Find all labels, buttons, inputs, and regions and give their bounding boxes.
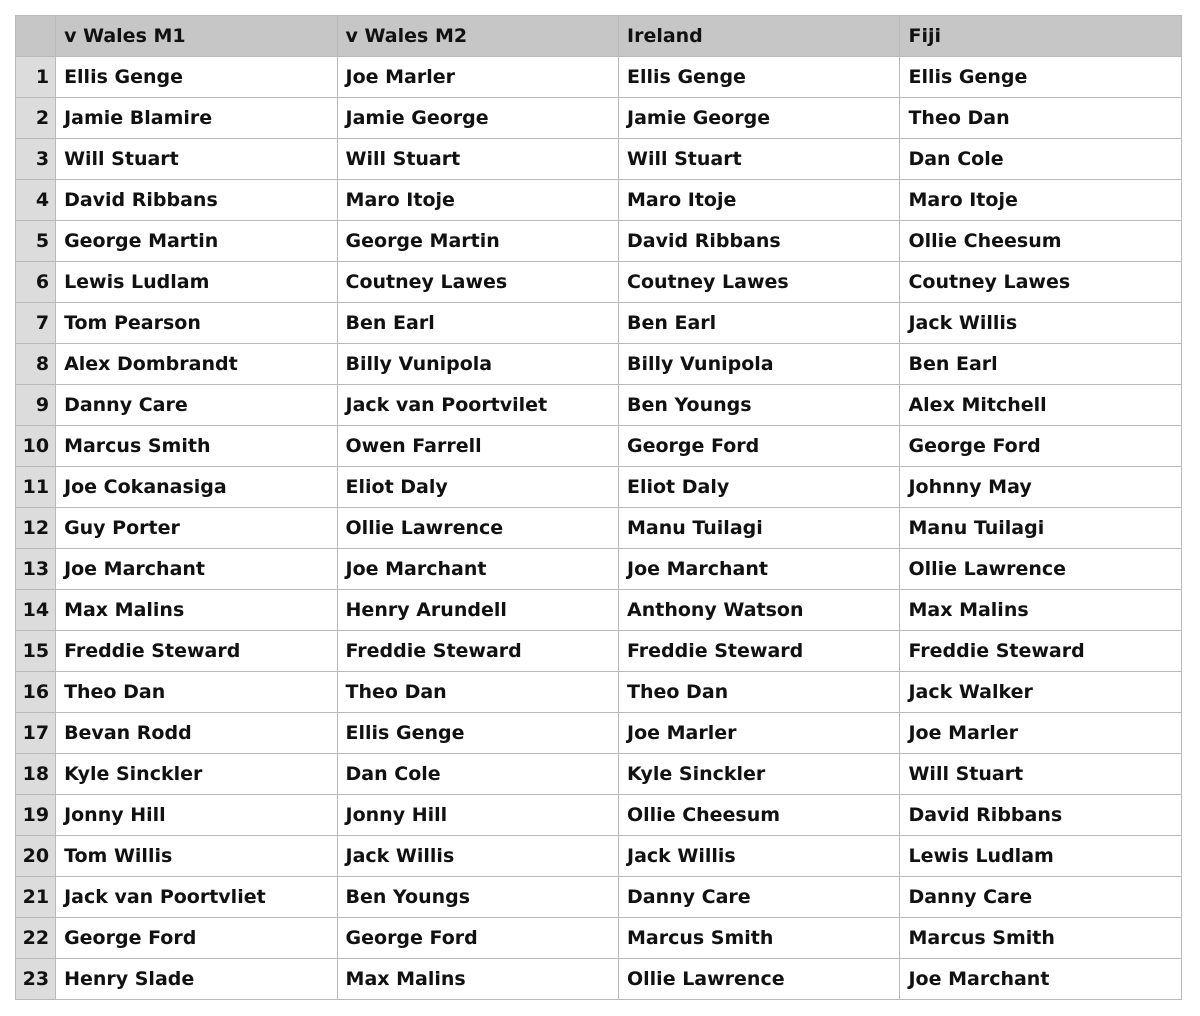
row-number: 13	[16, 549, 56, 590]
player-cell[interactable]: Dan Cole	[337, 754, 618, 795]
player-cell[interactable]: Will Stuart	[56, 139, 337, 180]
player-cell[interactable]: Ellis Genge	[900, 57, 1182, 98]
player-cell[interactable]: David Ribbans	[900, 795, 1182, 836]
row-number: 20	[16, 836, 56, 877]
player-cell[interactable]: Anthony Watson	[619, 590, 900, 631]
player-cell[interactable]: Bevan Rodd	[56, 713, 337, 754]
row-number: 16	[16, 672, 56, 713]
player-cell[interactable]: Ollie Cheesum	[619, 795, 900, 836]
player-cell[interactable]: Joe Marchant	[337, 549, 618, 590]
player-cell[interactable]: Jack Willis	[900, 303, 1182, 344]
player-cell[interactable]: Guy Porter	[56, 508, 337, 549]
player-cell[interactable]: Dan Cole	[900, 139, 1182, 180]
player-cell[interactable]: Ollie Cheesum	[900, 221, 1182, 262]
player-cell[interactable]: Henry Slade	[56, 959, 337, 1000]
player-cell[interactable]: Manu Tuilagi	[619, 508, 900, 549]
player-cell[interactable]: Manu Tuilagi	[900, 508, 1182, 549]
player-cell[interactable]: Danny Care	[56, 385, 337, 426]
player-cell[interactable]: Alex Dombrandt	[56, 344, 337, 385]
player-cell[interactable]: George Ford	[619, 426, 900, 467]
row-number: 18	[16, 754, 56, 795]
table-row	[16, 262, 1182, 303]
player-cell[interactable]: Kyle Sinckler	[619, 754, 900, 795]
player-cell[interactable]: Freddie Steward	[337, 631, 618, 672]
player-cell[interactable]: Marcus Smith	[56, 426, 337, 467]
player-cell[interactable]: Ben Youngs	[619, 385, 900, 426]
row-number: 17	[16, 713, 56, 754]
player-cell[interactable]: Lewis Ludlam	[56, 262, 337, 303]
player-cell[interactable]: Jack van Poortvliet	[56, 877, 337, 918]
player-cell[interactable]: Jonny Hill	[337, 795, 618, 836]
player-cell[interactable]: Coutney Lawes	[337, 262, 618, 303]
player-cell[interactable]: Jonny Hill	[56, 795, 337, 836]
player-cell[interactable]: Theo Dan	[337, 672, 618, 713]
player-cell[interactable]: Jack van Poortvilet	[337, 385, 618, 426]
player-cell[interactable]: Henry Arundell	[337, 590, 618, 631]
row-number: 2	[16, 98, 56, 139]
player-cell[interactable]: Jamie George	[337, 98, 618, 139]
player-cell[interactable]: Joe Cokanasiga	[56, 467, 337, 508]
table-row	[16, 221, 1182, 262]
player-cell[interactable]: Ben Youngs	[337, 877, 618, 918]
player-cell[interactable]: Jack Willis	[337, 836, 618, 877]
player-cell[interactable]: Joe Marchant	[56, 549, 337, 590]
player-cell[interactable]: Owen Farrell	[337, 426, 618, 467]
column-header-fiji[interactable]: Fiji	[900, 16, 1182, 57]
player-cell[interactable]: Jamie Blamire	[56, 98, 337, 139]
player-cell[interactable]: Tom Willis	[56, 836, 337, 877]
row-number: 11	[16, 467, 56, 508]
column-header-ireland[interactable]: Ireland	[619, 16, 900, 57]
player-cell[interactable]: Theo Dan	[900, 98, 1182, 139]
player-cell[interactable]: Marcus Smith	[619, 918, 900, 959]
player-cell[interactable]: George Martin	[337, 221, 618, 262]
player-cell[interactable]: Ben Earl	[900, 344, 1182, 385]
player-cell[interactable]: Coutney Lawes	[619, 262, 900, 303]
player-cell[interactable]: David Ribbans	[619, 221, 900, 262]
player-cell[interactable]: Max Malins	[900, 590, 1182, 631]
player-cell[interactable]: Ellis Genge	[619, 57, 900, 98]
player-cell[interactable]: Freddie Steward	[56, 631, 337, 672]
player-cell[interactable]: Johnny May	[900, 467, 1182, 508]
player-cell[interactable]: Ben Earl	[619, 303, 900, 344]
row-number: 14	[16, 590, 56, 631]
player-cell[interactable]: Ellis Genge	[337, 713, 618, 754]
player-cell[interactable]: Alex Mitchell	[900, 385, 1182, 426]
row-number: 23	[16, 959, 56, 1000]
table-row	[16, 180, 1182, 221]
player-cell[interactable]: Will Stuart	[619, 139, 900, 180]
row-number: 19	[16, 795, 56, 836]
player-cell[interactable]: Joe Marler	[900, 713, 1182, 754]
player-cell[interactable]: Danny Care	[900, 877, 1182, 918]
player-cell[interactable]: Max Malins	[56, 590, 337, 631]
player-cell[interactable]: Billy Vunipola	[619, 344, 900, 385]
table-row	[16, 713, 1182, 754]
player-cell[interactable]: Will Stuart	[900, 754, 1182, 795]
squad-table	[15, 15, 1182, 1000]
player-cell[interactable]: Jamie George	[619, 98, 900, 139]
table-row	[16, 57, 1182, 98]
player-cell[interactable]: David Ribbans	[56, 180, 337, 221]
row-number: 9	[16, 385, 56, 426]
player-cell[interactable]: Joe Marchant	[900, 959, 1182, 1000]
table-row	[16, 631, 1182, 672]
table-row	[16, 836, 1182, 877]
table-row	[16, 508, 1182, 549]
table-row	[16, 303, 1182, 344]
row-number: 22	[16, 918, 56, 959]
player-cell[interactable]: Ollie Lawrence	[337, 508, 618, 549]
player-cell[interactable]: Ollie Lawrence	[900, 549, 1182, 590]
row-number: 8	[16, 344, 56, 385]
player-cell[interactable]: George Martin	[56, 221, 337, 262]
row-number: 15	[16, 631, 56, 672]
player-cell[interactable]: Billy Vunipola	[337, 344, 618, 385]
row-number: 6	[16, 262, 56, 303]
corner-cell	[16, 16, 56, 57]
player-cell[interactable]: Joe Marchant	[619, 549, 900, 590]
row-number: 7	[16, 303, 56, 344]
row-number: 10	[16, 426, 56, 467]
player-cell[interactable]: Coutney Lawes	[900, 262, 1182, 303]
player-cell[interactable]: Ollie Lawrence	[619, 959, 900, 1000]
row-number: 1	[16, 57, 56, 98]
table-row	[16, 139, 1182, 180]
row-number: 4	[16, 180, 56, 221]
player-cell[interactable]: Theo Dan	[56, 672, 337, 713]
player-cell[interactable]: Maro Itoje	[337, 180, 618, 221]
table-row	[16, 385, 1182, 426]
table-row	[16, 672, 1182, 713]
table-row	[16, 795, 1182, 836]
player-cell[interactable]: George Ford	[337, 918, 618, 959]
player-cell[interactable]: Max Malins	[337, 959, 618, 1000]
player-cell[interactable]: Will Stuart	[337, 139, 618, 180]
table-body	[16, 57, 1182, 1000]
header-row	[16, 16, 1182, 57]
row-number: 5	[16, 221, 56, 262]
player-cell[interactable]: Lewis Ludlam	[900, 836, 1182, 877]
table-row	[16, 549, 1182, 590]
player-cell[interactable]: George Ford	[900, 426, 1182, 467]
table-row	[16, 877, 1182, 918]
player-cell[interactable]: Kyle Sinckler	[56, 754, 337, 795]
table-row	[16, 467, 1182, 508]
table-row	[16, 590, 1182, 631]
row-number: 3	[16, 139, 56, 180]
column-header-wales-m2[interactable]: v Wales M2	[337, 16, 618, 57]
player-cell[interactable]: Joe Marler	[337, 57, 618, 98]
player-cell[interactable]: George Ford	[56, 918, 337, 959]
player-cell[interactable]: Ben Earl	[337, 303, 618, 344]
player-cell[interactable]: Eliot Daly	[619, 467, 900, 508]
player-cell[interactable]: Ellis Genge	[56, 57, 337, 98]
table-row	[16, 918, 1182, 959]
player-cell[interactable]: Theo Dan	[619, 672, 900, 713]
player-cell[interactable]: Jack Willis	[619, 836, 900, 877]
player-cell[interactable]: Joe Marler	[619, 713, 900, 754]
table-row	[16, 426, 1182, 467]
player-cell[interactable]: Tom Pearson	[56, 303, 337, 344]
table-row	[16, 344, 1182, 385]
table-row	[16, 98, 1182, 139]
player-cell[interactable]: Marcus Smith	[900, 918, 1182, 959]
player-cell[interactable]: Eliot Daly	[337, 467, 618, 508]
row-number: 12	[16, 508, 56, 549]
player-cell[interactable]: Danny Care	[619, 877, 900, 918]
table-row	[16, 959, 1182, 1000]
player-cell[interactable]: Freddie Steward	[619, 631, 900, 672]
row-number: 21	[16, 877, 56, 918]
player-cell[interactable]: Maro Itoje	[619, 180, 900, 221]
player-cell[interactable]: Jack Walker	[900, 672, 1182, 713]
player-cell[interactable]: Freddie Steward	[900, 631, 1182, 672]
player-cell[interactable]: Maro Itoje	[900, 180, 1182, 221]
column-header-wales-m1[interactable]: v Wales M1	[56, 16, 337, 57]
table-row	[16, 754, 1182, 795]
